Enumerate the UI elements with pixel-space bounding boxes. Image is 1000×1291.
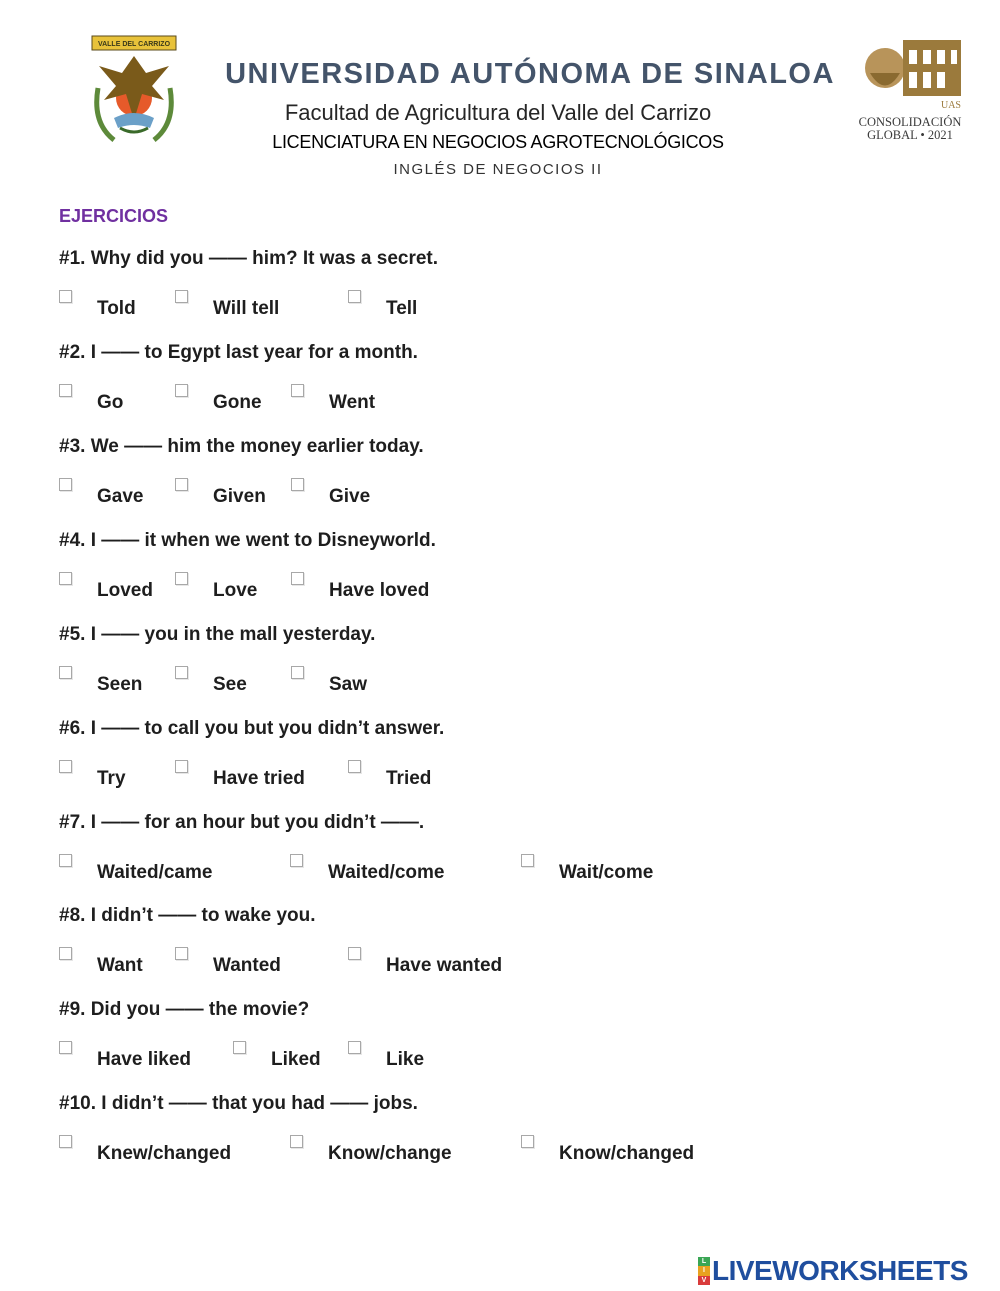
answer-option-label: Knew/changed — [97, 1143, 232, 1164]
answer-option-label: Know/change — [328, 1143, 452, 1164]
answer-options — [59, 768, 959, 808]
answer-checkbox[interactable] — [291, 478, 304, 491]
answer-option-label: Wait/come — [559, 862, 654, 883]
answer-checkbox[interactable] — [521, 1135, 534, 1148]
question-text: #10. I didn’t —— that you had —— jobs. — [59, 1093, 418, 1114]
answer-checkbox[interactable] — [348, 1041, 361, 1054]
question-text: #2. I —— to Egypt last year for a month. — [59, 342, 418, 363]
question-text: #8. I didn’t —— to wake you. — [59, 905, 316, 926]
question-block — [59, 1093, 959, 1183]
svg-text:VALLE DEL CARRIZO: VALLE DEL CARRIZO — [97, 41, 171, 48]
question-block — [59, 718, 959, 808]
answer-option-label: Know/changed — [559, 1143, 695, 1164]
answer-checkbox[interactable] — [291, 384, 304, 397]
answer-checkbox[interactable] — [59, 1041, 72, 1054]
answer-option-label: Have liked — [97, 1049, 191, 1070]
question-block — [59, 342, 959, 432]
answer-checkbox[interactable] — [175, 760, 188, 773]
answer-option-label: See — [213, 674, 247, 695]
liveworksheets-text: LIVEWORKSHEETS — [712, 1255, 968, 1286]
liveworksheets-logo — [698, 1255, 968, 1287]
question-text: #9. Did you —— the movie? — [59, 999, 310, 1020]
degree-name: LICENCIATURA EN NEGOCIOS AGROTECNOLÓGICOS — [272, 132, 724, 152]
question-text: #5. I —— you in the mall yesterday. — [59, 624, 376, 645]
answer-checkbox[interactable] — [175, 572, 188, 585]
question-text: #6. I —— to call you but you didn’t answer. — [59, 718, 445, 739]
answer-option-label: Liked — [271, 1049, 321, 1070]
answer-options — [59, 1143, 959, 1183]
answer-option-label: Give — [329, 486, 371, 507]
question-block — [59, 999, 959, 1089]
section-title: EJERCICIOS — [59, 206, 169, 226]
answer-checkbox[interactable] — [59, 947, 72, 960]
answer-options — [59, 298, 959, 338]
answer-option-label: Given — [213, 486, 266, 507]
answer-option-label: Wanted — [213, 955, 281, 976]
answer-option-label: Will tell — [213, 298, 280, 319]
answer-checkbox[interactable] — [233, 1041, 246, 1054]
answer-option-label: Told — [97, 298, 136, 319]
answer-checkbox[interactable] — [348, 760, 361, 773]
answer-option-label: Want — [97, 955, 143, 976]
svg-text:UAS: UAS — [940, 100, 962, 111]
answer-option-label: Have wanted — [386, 955, 503, 976]
answer-checkbox[interactable] — [291, 572, 304, 585]
answer-checkbox[interactable] — [59, 1135, 72, 1148]
answer-options — [59, 955, 959, 995]
answer-option-label: Tell — [386, 298, 418, 319]
answer-options — [59, 486, 959, 526]
answer-option-label: Love — [213, 580, 258, 601]
answer-checkbox[interactable] — [175, 384, 188, 397]
answer-option-label: Have loved — [329, 580, 430, 601]
answer-option-label: Seen — [97, 674, 143, 695]
answer-checkbox[interactable] — [59, 572, 72, 585]
answer-option-label: Have tried — [213, 768, 305, 789]
answer-options — [59, 392, 959, 432]
answer-checkbox[interactable] — [290, 1135, 303, 1148]
question-text: #1. Why did you —— him? It was a secret. — [59, 248, 439, 269]
question-block — [59, 905, 959, 995]
answer-option-label: Went — [329, 392, 376, 413]
answer-option-label: Saw — [329, 674, 368, 695]
answer-options — [59, 674, 959, 714]
svg-text:GLOBAL • 2021: GLOBAL • 2021 — [867, 128, 953, 142]
faculty-name: Facultad de Agricultura del Valle del Carrizo — [284, 100, 712, 125]
answer-checkbox[interactable] — [291, 666, 304, 679]
answer-checkbox[interactable] — [175, 478, 188, 491]
faculty-crest-logo — [84, 28, 184, 148]
course-name: INGLÉS DE NEGOCIOS II — [393, 161, 603, 178]
question-block — [59, 530, 959, 620]
answer-checkbox[interactable] — [348, 290, 361, 303]
answer-checkbox[interactable] — [59, 666, 72, 679]
answer-option-label: Try — [97, 768, 126, 789]
live-badge-icon: L I V — [698, 1257, 710, 1285]
answer-checkbox[interactable] — [521, 854, 534, 867]
question-block — [59, 248, 959, 338]
question-block — [59, 436, 959, 526]
svg-text:CONSOLIDACIÓN: CONSOLIDACIÓN — [858, 115, 962, 129]
question-text: #4. I —— it when we went to Disneyworld. — [59, 530, 436, 551]
answer-checkbox[interactable] — [348, 947, 361, 960]
answer-checkbox[interactable] — [290, 854, 303, 867]
answer-checkbox[interactable] — [59, 760, 72, 773]
answer-option-label: Tried — [386, 768, 432, 789]
answer-option-label: Loved — [97, 580, 153, 601]
question-text: #7. I —— for an hour but you didn’t ——. — [59, 812, 425, 833]
answer-option-label: Waited/came — [97, 862, 213, 883]
answer-option-label: Go — [97, 392, 124, 413]
question-text: #3. We —— him the money earlier today. — [59, 436, 424, 457]
answer-options — [59, 580, 959, 620]
university-title: UNIVERSIDAD AUTÓNOMA DE SINALOA — [225, 58, 835, 90]
answer-checkbox[interactable] — [175, 666, 188, 679]
answer-option-label: Like — [386, 1049, 425, 1070]
question-block — [59, 812, 959, 902]
uas-consolidacion-logo — [855, 28, 965, 148]
answer-checkbox[interactable] — [59, 478, 72, 491]
answer-option-label: Gone — [213, 392, 262, 413]
answer-option-label: Waited/come — [328, 862, 445, 883]
answer-checkbox[interactable] — [59, 384, 72, 397]
question-block — [59, 624, 959, 714]
answer-option-label: Gave — [97, 486, 144, 507]
answer-checkbox[interactable] — [175, 947, 188, 960]
answer-options — [59, 1049, 959, 1089]
answer-checkbox[interactable] — [175, 290, 188, 303]
answer-options — [59, 862, 959, 902]
answer-checkbox[interactable] — [59, 854, 72, 867]
answer-checkbox[interactable] — [59, 290, 72, 303]
